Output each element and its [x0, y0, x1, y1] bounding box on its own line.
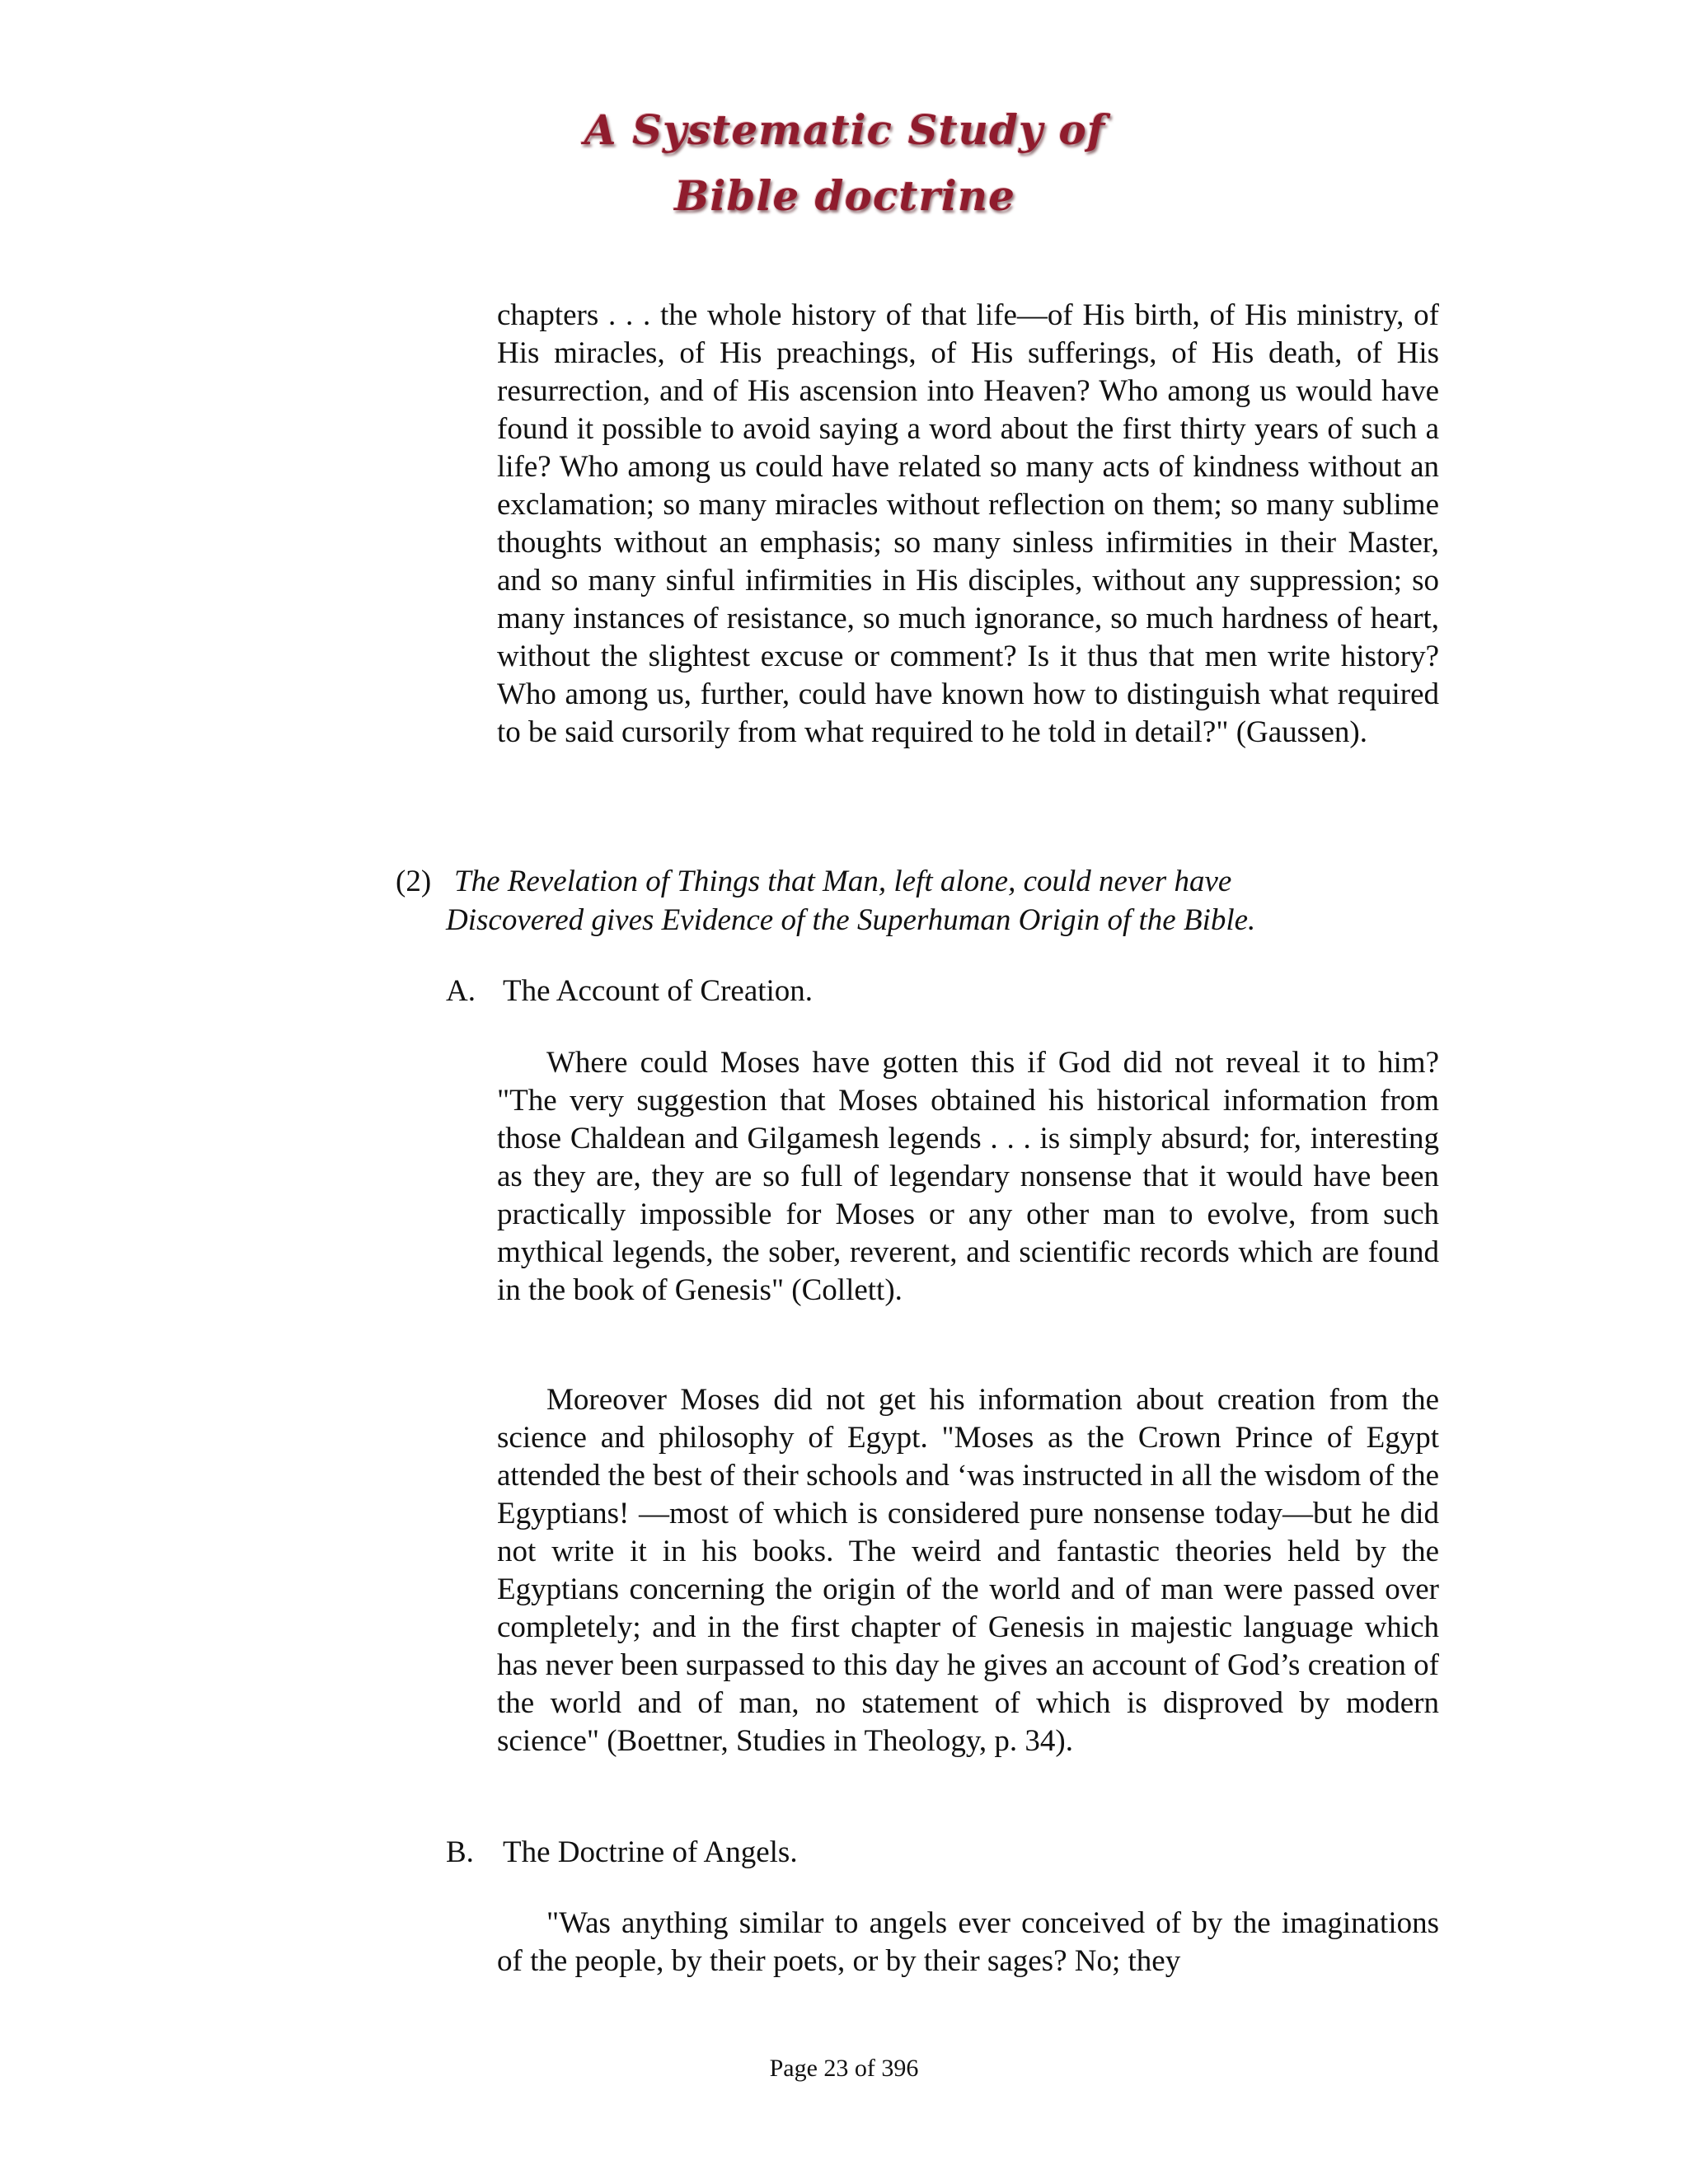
logo-line-1: A Systematic Study of: [584, 105, 1106, 154]
page-number: Page 23 of 396: [769, 2055, 919, 2082]
creation-paragraph-2: Moreover Moses did not get his information about creation from the science and philosophy of Egypt. "Moses as the Crown Prince of Egypt attended the best of their schools and ‘was instructed in all the wisdom of the Egyptians! —most of which is considered pure nonsense today—but he did not write it in his books. The weird and fantastic theories held by the Egyptians concerning the origin of the world and of man were passed over completely; and in the first chapter of Genesis in majestic language which has never been surpassed to this day he gives an account of God’s creation of the world and of man, no statement of which is disproved by modern science" (Boettner, Studies in Theology, p. 34).: [497, 1383, 1439, 1758]
book-title-logo: [569, 97, 1121, 229]
section-title-line-2: Discovered gives Evidence of the Superhuman Origin of the Bible.: [446, 903, 1256, 937]
logo-line-2: Bible doctrine: [674, 171, 1015, 220]
subsection-a-letter: A.: [446, 974, 476, 1008]
angels-paragraph-1: "Was anything similar to angels ever conceived of by the imaginations of the people, by their poets, or by their sages? No; they: [497, 1906, 1439, 1978]
subsection-b-letter: B.: [446, 1835, 474, 1869]
quote-paragraph: chapters . . . the whole history of that life—of His birth, of His ministry, of His miracles, of His preachings, of His sufferings, of His death, of His resurrection, and of His ascension into Heaven? Who among us would have found it possible to avoid saying a word about the first thirty years of such a life? Who among us could have related so many acts of kindness without an exclamation; so many miracles without reflection on them; so many sublime thoughts without an emphasis; so many sinless infirmities in their Master, and so many sinful infirmities in His disciples, without any suppression; so many instances of resistance, so much ignorance, so much hardness of heart, without the slightest excuse or comment? Is it thus that men write history? Who among us, further, could have known how to distinguish what required to be said cursorily from what required to he told in detail?" (Gaussen).: [497, 298, 1439, 749]
subsection-b-title: The Doctrine of Angels.: [503, 1835, 798, 1869]
subsection-b-heading: [446, 1834, 798, 1872]
section-title-line-1: The Revelation of Things that Man, left alone, could never have: [454, 865, 1232, 898]
creation-paragraph-1: Where could Moses have gotten this if God did not reveal it to him? "The very suggestion that Moses obtained his historical information from those Chaldean and Gilgamesh legends . . . is simply absurd; for, interesting as they are, they are so full of legendary nonsense that it would have been practically impossible for Moses or any other man to evolve, from such mythical legends, the sober, reverent, and scientific records which are found in the book of Genesis" (Collett).: [497, 1046, 1439, 1307]
subsection-a-title: The Account of Creation.: [503, 974, 814, 1008]
section-number: (2): [396, 865, 432, 898]
section-2-heading: [396, 862, 1467, 940]
subsection-a-heading: [446, 972, 813, 1010]
